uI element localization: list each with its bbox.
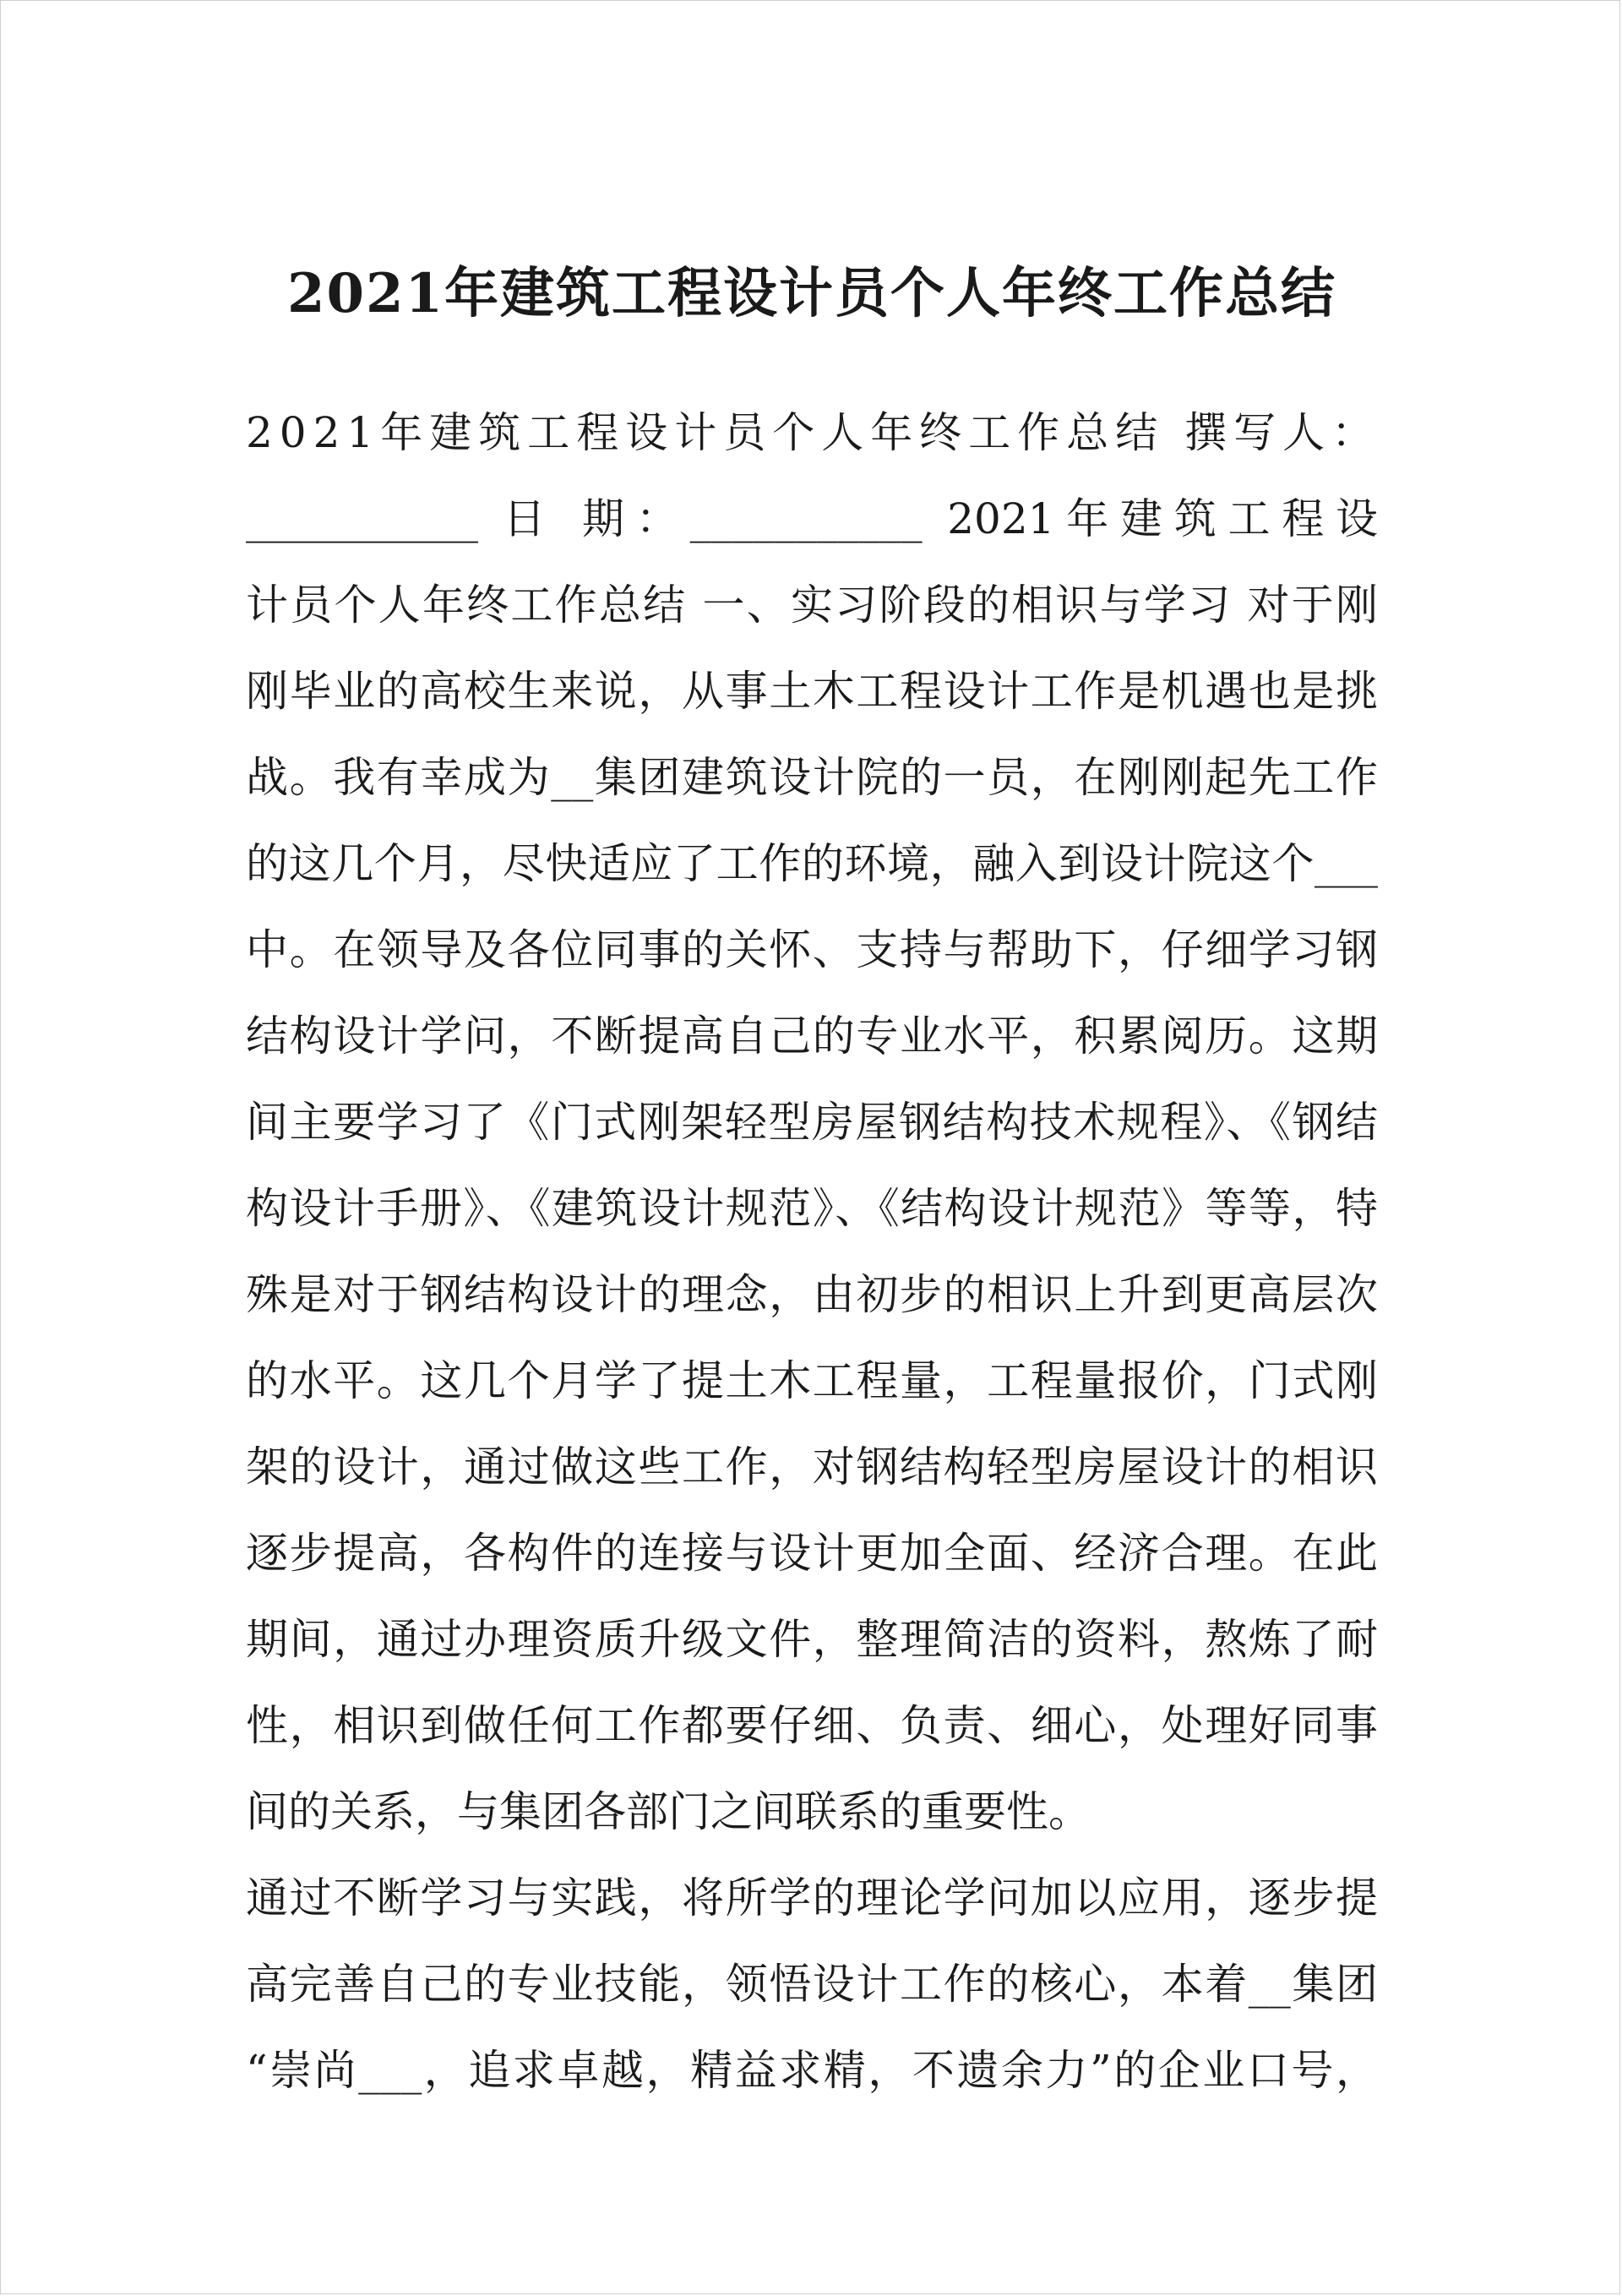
body-line: 高完善自己的专业技能，领悟设计工作的核心，本着__集团 — [246, 1960, 1378, 2009]
body-line: ___________ 日 期：___________ 2021年建筑工程设 — [246, 494, 1378, 543]
body-line: 逐步提高，各构件的连接与设计更加全面、经济合理。在此 — [246, 1529, 1378, 1578]
body-line: 性，相识到做任何工作都要仔细、负责、细心，处理好同事 — [246, 1701, 1378, 1750]
body-line: 的这几个月，尽快适应了工作的环境，融入到设计院这个___ — [246, 839, 1378, 888]
document-title: 2021年建筑工程设计员个人年终工作总结 — [286, 262, 1337, 325]
body-line: 战。我有幸成为__集团建筑设计院的一员，在刚刚起先工作 — [246, 753, 1378, 802]
body-line: 通过不断学习与实践，将所学的理论学问加以应用，逐步提 — [246, 1873, 1378, 1922]
body-line: 间主要学习了《门式刚架轻型房屋钢结构技术规程》、《钢结 — [246, 1098, 1378, 1147]
body-line: 构设计手册》、《建筑设计规范》、《结构设计规范》等等，特 — [246, 1184, 1378, 1233]
body-line: 殊是对于钢结构设计的理念，由初步的相识上升到更高层次 — [246, 1270, 1378, 1319]
body-line: 计员个人年终工作总结 一、实习阶段的相识与学习 对于刚 — [246, 581, 1378, 630]
body-line: 架的设计，通过做这些工作，对钢结构轻型房屋设计的相识 — [246, 1442, 1378, 1492]
body-line: 期间，通过办理资质升级文件，整理简洁的资料，熬炼了耐 — [246, 1615, 1378, 1664]
body-line: 间的关系，与集团各部门之间联系的重要性。 — [246, 1787, 1091, 1836]
body-line: 刚毕业的高校生来说，从事土木工程设计工作是机遇也是挑 — [246, 667, 1378, 716]
body-line: 中。在领导及各位同事的关怀、支持与帮助下，仔细学习钢 — [246, 925, 1378, 974]
body-line: 结构设计学问，不断提高自己的专业水平，积累阅历。这期 — [246, 1012, 1378, 1061]
body-line: 2021年建筑工程设计员个人年终工作总结 撰写人： — [246, 408, 1381, 457]
body-line: 的水平。这几个月学了提土木工程量，工程量报价，门式刚 — [246, 1356, 1378, 1405]
body-line: “崇尚___，追求卓越，精益求精，不遗余力”的企业口号， — [246, 2046, 1378, 2095]
document-body — [246, 390, 1381, 2113]
